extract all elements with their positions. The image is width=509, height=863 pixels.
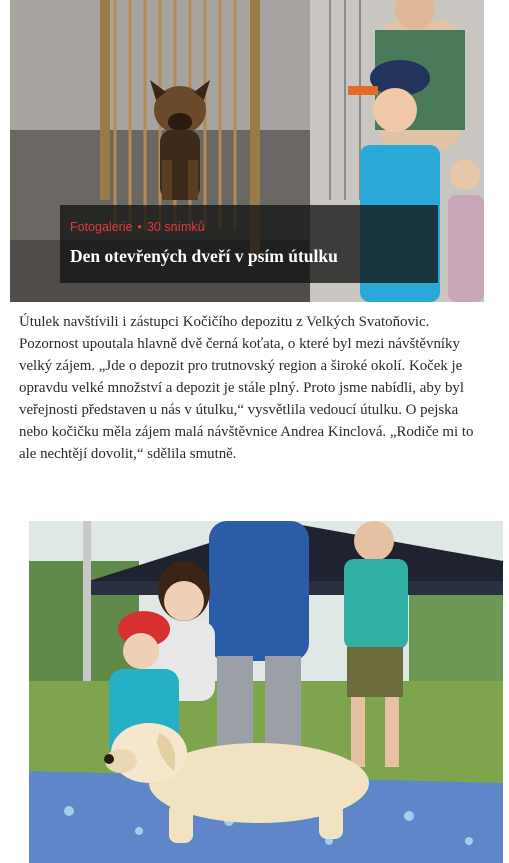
gallery-label: Fotogalerie [70,220,133,234]
meta-separator: • [137,220,142,234]
gallery-photo-count: 30 snímků [146,220,205,234]
article-paragraph: Útulek navštívili i zástupci Kočičího depozitu z Velkých Svatoňovic. Pozornost upoutala hlavně dvě černá koťata, o které byl mezi návštěvníky velký zájem. „Jde o depozit pro trutnovský region a široké okolí. Koček je opravdu velké množství a depozit je stále plný. Proto jsme nabídli, aby byl veřejnosti představen u nás v útulku,“ vysvětlila vedoucí útulku. O pejska nebo kočičku měla zájem malá návštěvnice Andrea Kinclová. „Rodiče mi to ale nechtějí dovolit,“ sdělila smutně. [19,314,474,462]
photo-gallery-card[interactable] [10,0,484,302]
gallery-title-link[interactable]: Den otevřených dveří v psím útulku [70,246,338,266]
article-photo [29,521,503,863]
gallery-caption[interactable] [60,205,438,283]
gallery-meta [70,219,428,235]
article-photo-image [29,521,503,863]
